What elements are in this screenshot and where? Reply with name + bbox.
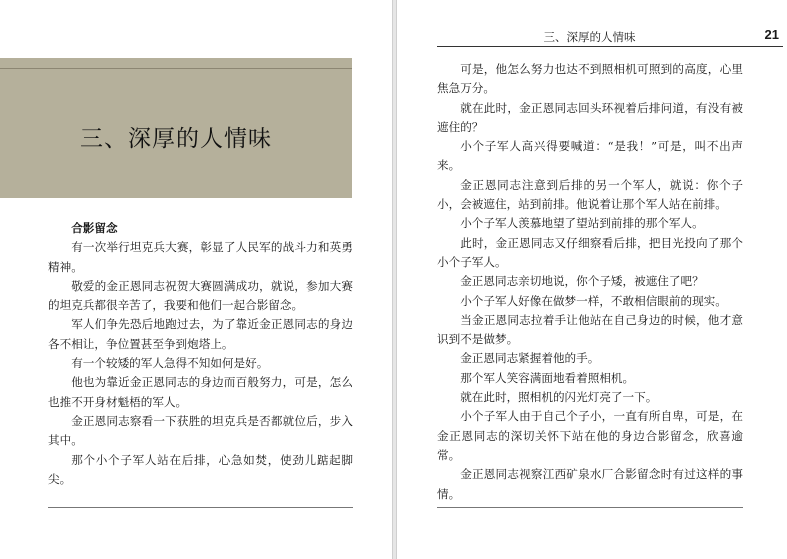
paragraph: 军人们争先恐后地跑过去，为了靠近金正恩同志的身边各不相让，争位置甚至争到炮塔上。 — [48, 317, 353, 351]
paragraph: 有一次举行坦克兵大赛，彰显了人民军的战斗力和英勇精神。 — [48, 240, 353, 274]
chapter-title: 三、深厚的人情味 — [80, 126, 272, 152]
paragraph: 可是，他怎么努力也达不到照相机可照到的高度，心里焦急万分。 — [437, 62, 743, 96]
running-header-title: 三、深厚的人情味 — [543, 30, 636, 44]
banner-rule — [0, 68, 352, 69]
section-heading: 合影留念 — [71, 221, 118, 235]
paragraph: 此时，金正恩同志又仔细察看后排，把目光投向了那个小个子军人。 — [437, 235, 743, 269]
paragraph: 他也为靠近金正恩同志的身边而百般努力，可是，怎么也推不开身材魁梧的军人。 — [48, 375, 353, 409]
footer-rule — [437, 507, 743, 508]
paragraph: 金正恩同志亲切地说，你个子矮，被遮住了吧？ — [460, 274, 704, 289]
left-page — [0, 0, 392, 559]
paragraph: 小个子军人好像在做梦一样，不敢相信眼前的现实。 — [460, 293, 727, 308]
footer-rule — [48, 507, 353, 508]
right-page — [397, 0, 787, 559]
page-number: 21 — [764, 27, 779, 42]
paragraph: 那个小个子军人站在后排，心急如焚，使劲儿踮起脚尖。 — [48, 452, 353, 486]
paragraph: 就在此时，金正恩同志回头环视着后排问道，有没有被遮住的？ — [437, 100, 743, 134]
paragraph: 敬爱的金正恩同志祝贺大赛圆满成功，就说，参加大赛的坦克兵都很辛苦了，我要和他们一起合影留念。 — [48, 278, 353, 313]
paragraph: 就在此时，照相机的闪光灯亮了一下。 — [460, 390, 658, 405]
running-header — [437, 27, 783, 47]
paragraph: 那个军人笑容满面地看着照相机。 — [460, 370, 635, 385]
paragraph: 金正恩同志视察江西矿泉水厂合影留念时有过这样的事情。 — [437, 467, 743, 501]
paragraph: 小个子军人由于自己个子小，一直有所自卑，可是，在金正恩同志的深切关怀下站在他的身边合影留念，欣喜逾常。 — [437, 409, 743, 462]
paragraph: 小个子军人羡慕地望了望站到前排的那个军人。 — [460, 216, 704, 231]
paragraph: 金正恩同志紧握着他的手。 — [460, 351, 600, 366]
paragraph: 当金正恩同志拉着手让他站在自己身边的时候，他才意识到不是做梦。 — [437, 312, 743, 347]
header-rule — [437, 46, 783, 47]
chapter-banner — [0, 58, 352, 198]
paragraph: 小个子军人高兴得要喊道：“是我！”可是，叫不出声来。 — [437, 139, 743, 173]
paragraph: 金正恩同志注意到后排的另一个军人，就说：你个子小，会被遮住，站到前排。他说着让那个军人站在前排。 — [437, 177, 743, 212]
left-body-text — [48, 219, 353, 489]
paragraph: 有一个较矮的军人急得不知如何是好。 — [71, 356, 269, 371]
paragraph: 金正恩同志察看一下获胜的坦克兵是否都就位后，步入其中。 — [48, 413, 353, 448]
right-body-text — [437, 60, 743, 504]
